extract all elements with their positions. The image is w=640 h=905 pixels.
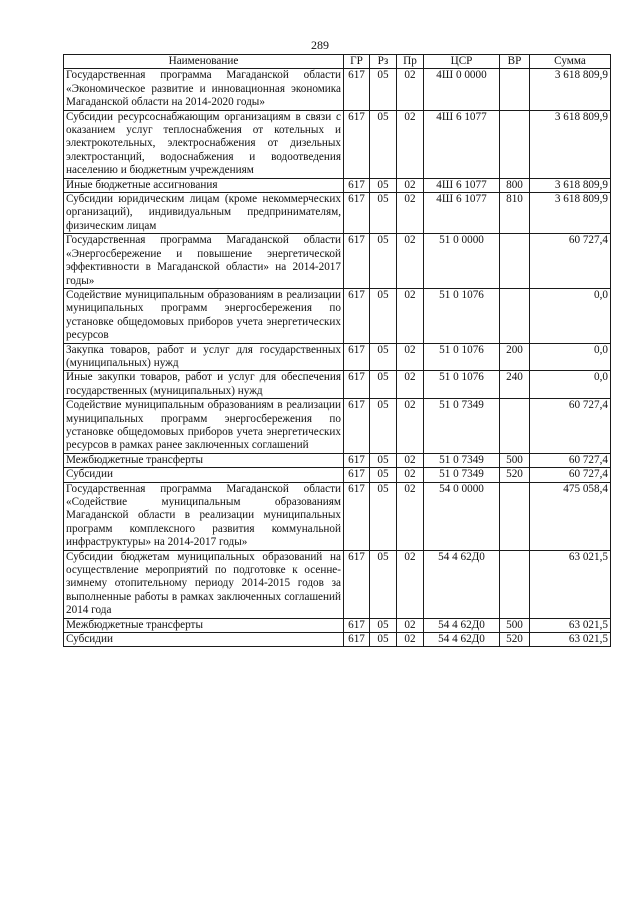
row-gr: 617 xyxy=(344,468,370,482)
row-rz: 05 xyxy=(370,110,397,178)
row-name: Иные закупки товаров, работ и услуг для обеспечения государственных (муниципальных) нужд xyxy=(64,371,344,399)
table-row xyxy=(64,468,611,482)
row-gr: 617 xyxy=(344,343,370,371)
row-sum: 3 618 809,9 xyxy=(530,178,611,192)
row-vr: 810 xyxy=(500,193,530,234)
table-row xyxy=(64,69,611,110)
row-gr: 617 xyxy=(344,193,370,234)
row-pr: 02 xyxy=(397,453,424,467)
row-gr: 617 xyxy=(344,178,370,192)
row-sum: 3 618 809,9 xyxy=(530,110,611,178)
row-csr: 54 4 62Д0 xyxy=(424,618,500,632)
row-name: Иные бюджетные ассигнования xyxy=(64,178,344,192)
row-rz: 05 xyxy=(370,633,397,647)
row-name: Государственная программа Магаданской области «Энергосбережение и повышение энергетической эффективности в Магаданской области» на 2014-2017 годы» xyxy=(64,234,344,289)
row-sum: 3 618 809,9 xyxy=(530,193,611,234)
row-csr: 4Ш 6 1077 xyxy=(424,193,500,234)
table-row xyxy=(64,399,611,454)
row-pr: 02 xyxy=(397,288,424,343)
row-sum: 60 727,4 xyxy=(530,399,611,454)
row-vr xyxy=(500,110,530,178)
header-name: Наименование xyxy=(64,55,344,69)
table-row xyxy=(64,234,611,289)
row-vr: 200 xyxy=(500,343,530,371)
row-csr: 51 0 7349 xyxy=(424,453,500,467)
row-name: Закупка товаров, работ и услуг для государственных (муниципальных) нужд xyxy=(64,343,344,371)
row-csr: 4Ш 6 1077 xyxy=(424,178,500,192)
row-pr: 02 xyxy=(397,618,424,632)
table-row xyxy=(64,288,611,343)
row-gr: 617 xyxy=(344,288,370,343)
row-rz: 05 xyxy=(370,343,397,371)
row-name: Межбюджетные трансферты xyxy=(64,453,344,467)
row-name: Субсидии xyxy=(64,468,344,482)
row-vr xyxy=(500,399,530,454)
row-pr: 02 xyxy=(397,399,424,454)
row-rz: 05 xyxy=(370,371,397,399)
row-gr: 617 xyxy=(344,110,370,178)
table-row xyxy=(64,618,611,632)
row-pr: 02 xyxy=(397,178,424,192)
row-vr: 500 xyxy=(500,618,530,632)
row-sum: 0,0 xyxy=(530,343,611,371)
header-pr: Пр xyxy=(397,55,424,69)
table-row xyxy=(64,371,611,399)
row-rz: 05 xyxy=(370,178,397,192)
row-name: Государственная программа Магаданской области «Экономическое развитие и инновационная экономика Магаданской области на 2014-2020 годы» xyxy=(64,69,344,110)
row-sum: 60 727,4 xyxy=(530,453,611,467)
row-vr xyxy=(500,482,530,550)
row-name: Содействие муниципальным образованиям в реализации муниципальных программ энергосбережения по установке общедомовых приборов учета энергетических ресурсов в рамках ранее заключенных соглашений xyxy=(64,399,344,454)
header-csr: ЦСР xyxy=(424,55,500,69)
row-name: Субсидии xyxy=(64,633,344,647)
row-pr: 02 xyxy=(397,468,424,482)
row-sum: 3 618 809,9 xyxy=(530,69,611,110)
row-rz: 05 xyxy=(370,69,397,110)
row-csr: 51 0 7349 xyxy=(424,399,500,454)
table-row xyxy=(64,110,611,178)
row-sum: 63 021,5 xyxy=(530,550,611,618)
row-gr: 617 xyxy=(344,371,370,399)
table-row xyxy=(64,550,611,618)
row-vr: 520 xyxy=(500,633,530,647)
row-csr: 54 4 62Д0 xyxy=(424,550,500,618)
header-gr: ГР xyxy=(344,55,370,69)
page-number: 289 xyxy=(311,38,329,52)
row-pr: 02 xyxy=(397,371,424,399)
row-vr xyxy=(500,288,530,343)
row-pr: 02 xyxy=(397,234,424,289)
row-vr xyxy=(500,550,530,618)
table-header-row xyxy=(64,55,611,69)
table-row xyxy=(64,633,611,647)
row-pr: 02 xyxy=(397,550,424,618)
row-name: Субсидии юридическим лицам (кроме некоммерческих организаций), индивидуальным предпринимателям, физическим лицам xyxy=(64,193,344,234)
row-name: Межбюджетные трансферты xyxy=(64,618,344,632)
table-row xyxy=(64,343,611,371)
row-gr: 617 xyxy=(344,399,370,454)
row-rz: 05 xyxy=(370,618,397,632)
row-gr: 617 xyxy=(344,482,370,550)
row-vr: 800 xyxy=(500,178,530,192)
row-name: Государственная программа Магаданской области «Содействие муниципальным образованиям Магаданской области в реализации муниципальных программ комплексного развития коммунальной инфраструктуры» на 2014-2017 годы» xyxy=(64,482,344,550)
header-rz: Рз xyxy=(370,55,397,69)
row-rz: 05 xyxy=(370,468,397,482)
row-sum: 63 021,5 xyxy=(530,618,611,632)
row-pr: 02 xyxy=(397,633,424,647)
table-row xyxy=(64,453,611,467)
budget-allocation-table xyxy=(63,54,611,647)
row-sum: 0,0 xyxy=(530,288,611,343)
row-sum: 60 727,4 xyxy=(530,468,611,482)
row-name: Субсидии бюджетам муниципальных образований на осуществление мероприятий по подготовке к осенне-зимнему отопительному периоду 2014-2015 годов за выполненные работы в рамках заключенных соглашений 2014 года xyxy=(64,550,344,618)
row-pr: 02 xyxy=(397,343,424,371)
row-name: Содействие муниципальным образованиям в реализации муниципальных программ энергосбережения по установке общедомовых приборов учета энергетических ресурсов xyxy=(64,288,344,343)
table-row xyxy=(64,482,611,550)
row-vr xyxy=(500,69,530,110)
row-csr: 51 0 7349 xyxy=(424,468,500,482)
row-rz: 05 xyxy=(370,453,397,467)
row-pr: 02 xyxy=(397,110,424,178)
row-gr: 617 xyxy=(344,633,370,647)
row-rz: 05 xyxy=(370,482,397,550)
row-gr: 617 xyxy=(344,69,370,110)
row-sum: 475 058,4 xyxy=(530,482,611,550)
row-sum: 60 727,4 xyxy=(530,234,611,289)
row-csr: 4Ш 6 1077 xyxy=(424,110,500,178)
row-gr: 617 xyxy=(344,234,370,289)
row-rz: 05 xyxy=(370,234,397,289)
table-row xyxy=(64,193,611,234)
row-rz: 05 xyxy=(370,288,397,343)
row-csr: 51 0 1076 xyxy=(424,288,500,343)
row-rz: 05 xyxy=(370,193,397,234)
row-rz: 05 xyxy=(370,550,397,618)
row-gr: 617 xyxy=(344,453,370,467)
row-sum: 0,0 xyxy=(530,371,611,399)
header-sum: Сумма xyxy=(530,55,611,69)
row-csr: 54 4 62Д0 xyxy=(424,633,500,647)
row-sum: 63 021,5 xyxy=(530,633,611,647)
row-rz: 05 xyxy=(370,399,397,454)
row-pr: 02 xyxy=(397,193,424,234)
row-vr xyxy=(500,234,530,289)
row-csr: 51 0 1076 xyxy=(424,371,500,399)
row-vr: 240 xyxy=(500,371,530,399)
header-vr: ВР xyxy=(500,55,530,69)
row-gr: 617 xyxy=(344,550,370,618)
row-csr: 51 0 1076 xyxy=(424,343,500,371)
row-csr: 4Ш 0 0000 xyxy=(424,69,500,110)
row-csr: 51 0 0000 xyxy=(424,234,500,289)
row-gr: 617 xyxy=(344,618,370,632)
row-csr: 54 0 0000 xyxy=(424,482,500,550)
row-name: Субсидии ресурсоснабжающим организациям в связи с оказанием услуг теплоснабжения от котельных и электрокотельных, электроснабжения от дизельных электростанций, водоснабжения и водоотведения населению и бюджетным учреждениям xyxy=(64,110,344,178)
row-vr: 500 xyxy=(500,453,530,467)
table-row xyxy=(64,178,611,192)
row-vr: 520 xyxy=(500,468,530,482)
row-pr: 02 xyxy=(397,482,424,550)
row-pr: 02 xyxy=(397,69,424,110)
